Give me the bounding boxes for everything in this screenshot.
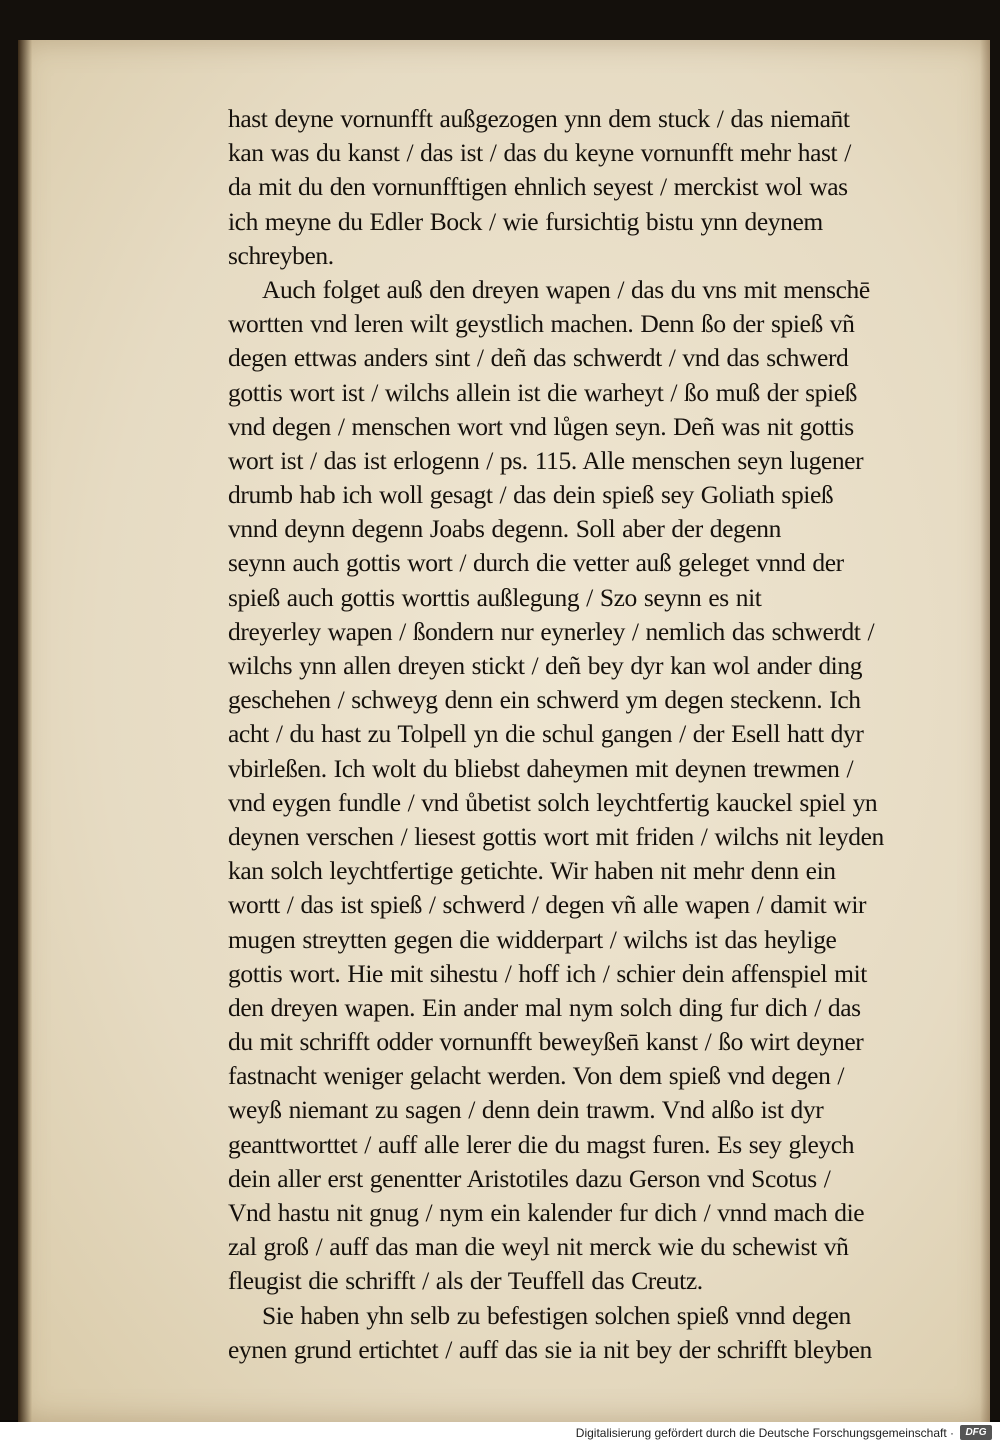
text-line: ich meyne du Edler Bock / wie fursichtig bistu ynn deynem (228, 206, 823, 236)
text-line: eynen grund ertichtet / auff das sie ia nit bey der schrifft bleyben (228, 1334, 872, 1364)
text-line: schreyben. (228, 240, 334, 270)
text-line: du mit schrifft odder vornunfft beweyßen̄ kanst / ßo wirt deyner (228, 1027, 864, 1057)
text-line: vbirleßen. Ich wolt du bliebst daheymen mit deynen trewmen / (228, 753, 854, 783)
text-line: Vnd hastu nit gnug / nym ein kalender fur dich / vnnd mach die (228, 1198, 865, 1227)
text-line: dreyerley wapen / ßondern nur eynerley / nemlich das schwerdt / (228, 616, 875, 646)
footer-bar (0, 1422, 1000, 1444)
text-line: acht / du hast zu Tolpell yn die schul gangen / der Esell hatt dyr (228, 719, 864, 749)
text-line: weyß niemant zu sagen / denn dein trawm. Vnd alßo ist dyr (228, 1095, 824, 1125)
text-line: deynen verschen / liesest gottis wort mit friden / wilchs nit leyden (228, 821, 884, 851)
text-line: Auch folget auß den dreyen wapen / das du vns mit menschē (262, 274, 870, 304)
text-line: vnd degen / menschen wort vnd lůgen seyn. Deñ was nit gottis (228, 411, 854, 441)
text-line: den dreyen wapen. Ein ander mal nym solch ding fur dich / das (228, 992, 861, 1022)
funding-notice: Digitalisierung gefördert durch die Deutsche Forschungsgemeinschaft · (575, 1426, 954, 1440)
text-line: gottis wort. Hie mit sihestu / hoff ich / schier dein affenspiel mit (228, 958, 867, 988)
text-line: drumb hab ich woll gesagt / das dein spieß sey Goliath spieß (228, 480, 834, 510)
text-line: wortt / das ist spieß / schwerd / degen vñ alle wapen / damit wir (228, 890, 867, 920)
text-line: geschehen / schweyg denn ein schwerd ym degen steckenn. Ich (228, 685, 861, 715)
text-line: mugen streytten gegen die widderpart / wilchs ist das heylige (228, 924, 837, 954)
text-line: hast deyne vornunfft außgezogen ynn dem stuck / das nieman̄t (228, 104, 850, 133)
text-line: fleugist die schrifft / als der Teuffell das Creutz. (228, 1266, 703, 1296)
text-line: zal groß / auff das man die weyl nit merck wie du schewist vñ (228, 1232, 849, 1262)
text-line: degen ettwas anders sint / deñ das schwerdt / vnd das schwerd (228, 343, 849, 373)
text-line: geanttworttet / auff alle lerer die du magst furen. Es sey gleych (228, 1129, 855, 1159)
text-line: wort ist / das ist erlogenn / ps. 115. Alle menschen seyn lugener (228, 445, 864, 475)
text-line: spieß auch gottis worttis außlegung / Szo seynn es nit (228, 582, 762, 612)
text-line: vnd eygen fundle / vnd ůbetist solch leychtfertig kauckel spiel yn (228, 787, 878, 817)
text-line: kan solch leychtfertige getichte. Wir haben nit mehr denn ein (228, 856, 836, 886)
text-line: kan was du kanst / das ist / das du keyne vornunfft mehr hast / (228, 138, 851, 168)
text-line: vnnd deynn degenn Joabs degenn. Soll aber der degenn (228, 514, 782, 544)
text-line: Sie haben yhn selb zu befestigen solchen spieß vnnd degen (262, 1300, 851, 1330)
body-text (228, 102, 958, 1367)
page-edge (980, 40, 990, 1422)
page-gutter (18, 40, 32, 1422)
text-line: wilchs ynn allen dreyen stickt / deñ bey dyr kan wol ander ding (228, 651, 863, 680)
text-line: wortten vnd leren wilt geystlich machen. Denn ßo der spieß vñ (228, 309, 855, 339)
text-line: fastnacht weniger gelacht werden. Von dem spieß vnd degen / (228, 1061, 845, 1091)
text-line: da mit du den vornunfftigen ehnlich seyest / merckist wol was (228, 172, 848, 202)
book-page (18, 40, 990, 1422)
text-line: dein aller erst genentter Aristotiles dazu Gerson vnd Scotus / (228, 1163, 831, 1193)
text-line: gottis wort ist / wilchs allein ist die warheyt / ßo muß der spieß (228, 377, 857, 407)
dfg-logo: DFG (960, 1425, 992, 1440)
text-line: seynn auch gottis wort / durch die vetter auß geleget vnnd der (228, 548, 844, 578)
